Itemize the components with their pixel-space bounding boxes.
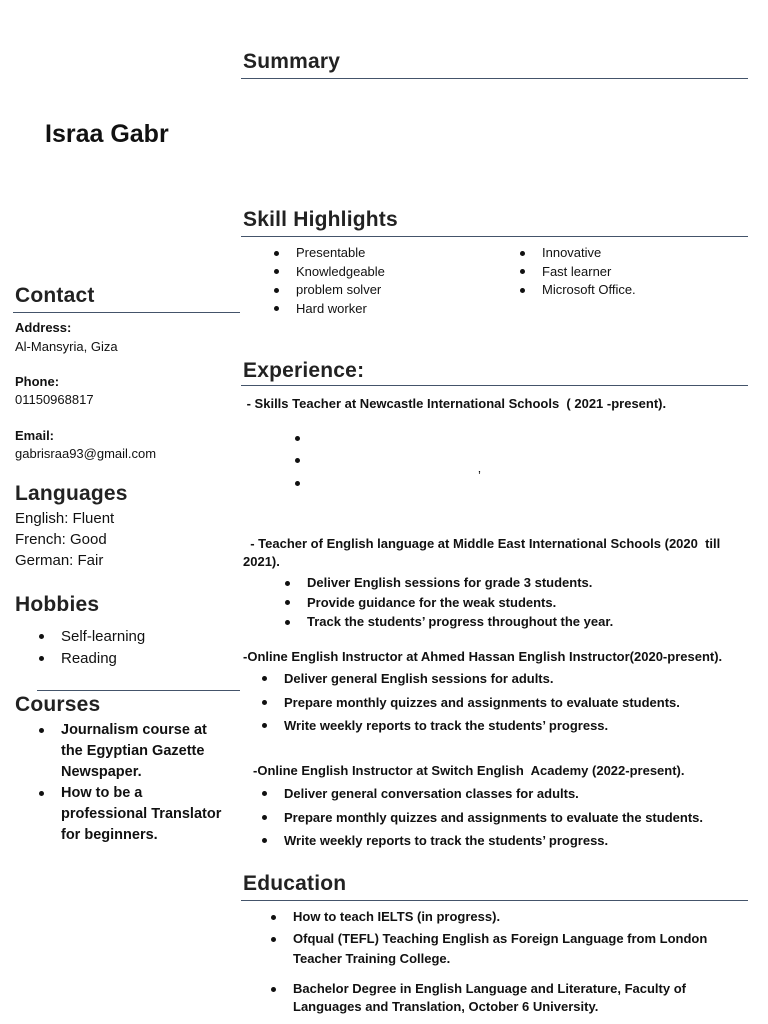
- list-item: Write weekly reports to track the students’ progress.: [260, 714, 740, 738]
- education-heading: Education: [243, 872, 347, 895]
- language-english: English: Fluent: [15, 510, 115, 527]
- list-item: Presentable: [272, 244, 492, 263]
- list-item: Track the students’ progress throughout the year.: [283, 612, 743, 632]
- job-bullets: [283, 573, 743, 632]
- summary-heading: Summary: [243, 50, 341, 73]
- list-item: Deliver general conversation classes for adults.: [260, 782, 740, 806]
- bullet-icon: [39, 634, 44, 639]
- bullet-icon: [520, 288, 525, 293]
- contact-heading: Contact: [15, 284, 95, 307]
- bullet-icon: [39, 656, 44, 661]
- list-item: Reading: [37, 648, 237, 670]
- bullet-icon: [520, 251, 525, 256]
- bullet-icon: [295, 458, 300, 463]
- bullet-icon: [285, 581, 290, 586]
- education-rule: [241, 900, 748, 901]
- job-title: -Online English Instructor at Ahmed Hassan English Instructor(2020-present).: [243, 649, 723, 664]
- list-item: Provide guidance for the weak students.: [283, 593, 743, 613]
- bullet-icon: [262, 723, 267, 728]
- list-item: Microsoft Office.: [518, 281, 738, 300]
- phone-value: 01150968817: [15, 392, 94, 407]
- bullet-icon: [274, 251, 279, 256]
- bullet-icon: [285, 600, 290, 605]
- bullet-icon: [39, 728, 44, 733]
- list-item: Knowledgeable: [272, 263, 492, 282]
- bullet-icon: [285, 620, 290, 625]
- bullet-icon: [262, 791, 267, 796]
- job-title: -Online English Instructor at Switch English Academy (2022-present).: [253, 763, 685, 778]
- list-item: How to be a professional Translator for beginners.: [37, 783, 227, 846]
- list-item: Write weekly reports to track the students’ progress.: [260, 829, 740, 853]
- job-title: - Teacher of English language at Middle East International Schools (2020 till 2021).: [243, 536, 724, 569]
- list-item: Hard worker: [272, 300, 492, 319]
- experience-heading: Experience:: [243, 359, 365, 382]
- bullet-icon: [262, 815, 267, 820]
- list-item: Deliver general English sessions for adults.: [260, 667, 740, 691]
- skills-heading: Skill Highlights: [243, 208, 398, 231]
- list-item: Prepare monthly quizzes and assignments to evaluate the students.: [260, 806, 740, 830]
- language-german: German: Fair: [15, 552, 104, 569]
- bullet-icon: [274, 306, 279, 311]
- job-bullets: [260, 667, 740, 738]
- skills-list-right: [518, 244, 738, 300]
- bullet-icon: [520, 269, 525, 274]
- list-item: How to teach IELTS (in progress).: [269, 907, 739, 927]
- languages-heading: Languages: [15, 482, 128, 505]
- bullet-icon: [262, 676, 267, 681]
- stray-apostrophe: ’: [478, 468, 481, 483]
- phone-label: Phone:: [15, 374, 60, 389]
- bullet-icon: [271, 987, 276, 992]
- list-item: Innovative: [518, 244, 738, 263]
- summary-rule: [241, 78, 748, 79]
- address-label: Address:: [15, 320, 72, 335]
- education-list: [269, 907, 739, 1016]
- experience-rule: [241, 385, 748, 386]
- bullet-icon: [274, 288, 279, 293]
- bullet-icon: [39, 791, 44, 796]
- skills-rule: [241, 236, 748, 237]
- list-item: Ofqual (TEFL) Teaching English as Foreign Language from London Teacher Training College.: [269, 929, 739, 969]
- language-french: French: Good: [15, 531, 107, 548]
- hobbies-heading: Hobbies: [15, 593, 100, 616]
- bullet-icon: [295, 481, 300, 486]
- address-value: Al-Mansyria, Giza: [15, 339, 118, 354]
- bullet-icon: [262, 700, 267, 705]
- hobbies-list: [37, 626, 237, 670]
- list-item: Deliver English sessions for grade 3 students.: [283, 573, 743, 593]
- list-item: Journalism course at the Egyptian Gazette Newspaper.: [37, 720, 227, 783]
- job-title: - Skills Teacher at Newcastle International Schools ( 2021 -present).: [243, 396, 667, 411]
- email-label: Email:: [15, 428, 55, 443]
- courses-list: [37, 720, 227, 846]
- bullet-icon: [274, 269, 279, 274]
- job-bullets: [260, 782, 740, 853]
- contact-rule: [13, 312, 240, 313]
- list-item: Self-learning: [37, 626, 237, 648]
- list-item: Bachelor Degree in English Language and Literature, Faculty of Languages and Translation, October 6 University.: [269, 980, 739, 1016]
- bullet-icon: [262, 838, 267, 843]
- bullet-icon: [271, 937, 276, 942]
- courses-rule: [37, 690, 240, 691]
- bullet-icon: [271, 915, 276, 920]
- bullet-icon: [295, 436, 300, 441]
- list-item: problem solver: [272, 281, 492, 300]
- candidate-name: Israa Gabr: [45, 120, 169, 148]
- list-item: Prepare monthly quizzes and assignments to evaluate students.: [260, 691, 740, 715]
- list-item: Fast learner: [518, 263, 738, 282]
- email-value: gabrisraa93@gmail.com: [15, 446, 157, 461]
- courses-heading: Courses: [15, 693, 101, 716]
- skills-list-left: [272, 244, 492, 318]
